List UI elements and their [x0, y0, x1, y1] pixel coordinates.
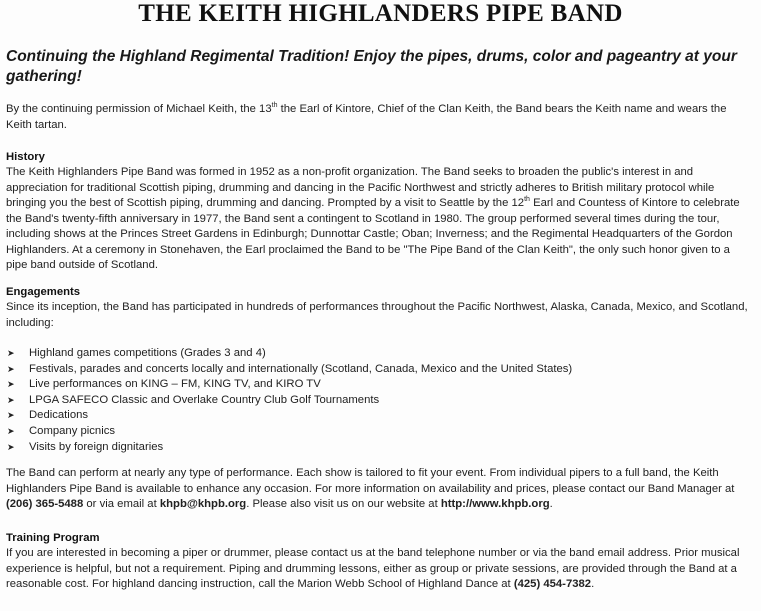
history-text-1: The Keith Highlanders Pipe Band was formed in 1952 as a non-profit organization. The Band seeks to broaden the public's interest in and appreciation for traditional Scottish piping, drumming and dancing in the Pacific Northwest and strictly adheres to British military protocol while bringing you the best of Scottish piping, drumming and dancing. Prompted by a visit to Seattle by the 12	[6, 166, 715, 209]
perform-text-1: The Band can perform at nearly any type of performance. Each show is tailored to fit your event. From individual pipers to a full band, the Keith Highlanders Pipe Band is available to enhance any occasion. For more information on availability and prices, please contact our Band Manager at	[6, 467, 735, 495]
list-item-text: Dedications	[29, 409, 89, 422]
intro-superscript: th	[271, 102, 278, 110]
list-item-text: Festivals, parades and concerts locally and internationally (Scotland, Canada, Mexico and the United States)	[29, 362, 573, 375]
tagline: Continuing the Highland Regimental Tradition! Enjoy the pipes, drums, color and pageantry at your gathering!	[6, 48, 737, 85]
arrow-bullet-icon: ➤	[7, 379, 15, 390]
list-item-text: Highland games competitions (Grades 3 and 4)	[29, 347, 266, 359]
list-item-text: Live performances on KING – FM, KING TV, and KIRO TV	[29, 378, 321, 391]
intro-text-1: By the continuing permission of Michael Keith, the 13	[6, 103, 272, 115]
perform-text-4: .	[549, 498, 553, 510]
training-heading: Training Program	[6, 532, 100, 544]
arrow-bullet-icon: ➤	[7, 441, 15, 452]
history-paragraph	[6, 165, 754, 274]
history-superscript: th	[524, 196, 530, 204]
list-item-text: LPGA SAFECO Classic and Overlake Country Club Golf Tournaments	[29, 393, 380, 406]
engagements-list	[6, 346, 746, 455]
perform-text-3: . Please also visit us on our website at	[246, 498, 441, 510]
arrow-bullet-icon: ➤	[7, 394, 15, 405]
list-item	[6, 393, 746, 409]
website-link[interactable]: http://www.khpb.org	[440, 498, 550, 510]
training-paragraph	[6, 546, 754, 593]
engagements-heading: Engagements	[6, 286, 81, 298]
engagements-paragraph: Since its inception, the Band has participated in hundreds of performances throughout the Pacific Northwest, Alaska, Canada, Mexico, and Scotland, including:	[6, 301, 748, 329]
band-manager-phone: (206) 365-5488	[6, 498, 84, 510]
arrow-bullet-icon: ➤	[7, 363, 15, 374]
arrow-bullet-icon: ➤	[7, 425, 15, 436]
history-text-2: Earl and Countess of Kintore to celebrate the Band's twenty-fifth anniversary in 1977, the Band sent a contingent to Scotland in 1980. The group performed several times during the tour, including shows at the Princes Street Gardens in Edinburgh; Dunnottar Castle; Oban; Inverness; and the Regimental Headquarters of the Gordon Highlanders. At a ceremony in Stonehaven, the Earl proclaimed the Band to be "The Pipe Band of the Clan Keith", the only such honor given to a pipe band outside of Scotland.	[6, 197, 740, 271]
dance-school-phone: (425) 454-7382	[513, 578, 592, 590]
list-item	[6, 346, 746, 362]
training-text-2: .	[591, 578, 595, 590]
intro-paragraph	[6, 102, 754, 133]
list-item-text: Company picnics	[29, 424, 116, 437]
list-item	[6, 362, 746, 378]
training-text-1: If you are interested in becoming a piper or drummer, please contact us at the band telephone number or via the band email address. Prior musical experience is helpful, but not a requirement. Piping and drumming lessons, either as group or private sessions, are provided through the Band at a reasonable cost. For highland dancing instruction, call the Marion Webb School of Highland Dance at	[6, 547, 740, 590]
list-item	[6, 440, 746, 456]
list-item	[6, 377, 746, 393]
history-heading: History	[6, 151, 45, 163]
intro-text-2: the Earl of Kintore, Chief of the Clan Keith, the Band bears the Keith name and wears the Keith tartan.	[6, 103, 727, 131]
list-item-text: Visits by foreign dignitaries	[29, 440, 164, 453]
perform-text-2: or via email at	[83, 498, 160, 510]
arrow-bullet-icon: ➤	[7, 410, 15, 421]
list-item	[6, 408, 746, 424]
email-link[interactable]: khpb@khpb.org	[159, 498, 247, 510]
list-item	[6, 424, 746, 440]
page-title: THE KEITH HIGHLANDERS PIPE BAND	[138, 0, 623, 27]
perform-paragraph	[6, 466, 754, 513]
arrow-bullet-icon: ➤	[7, 348, 15, 358]
